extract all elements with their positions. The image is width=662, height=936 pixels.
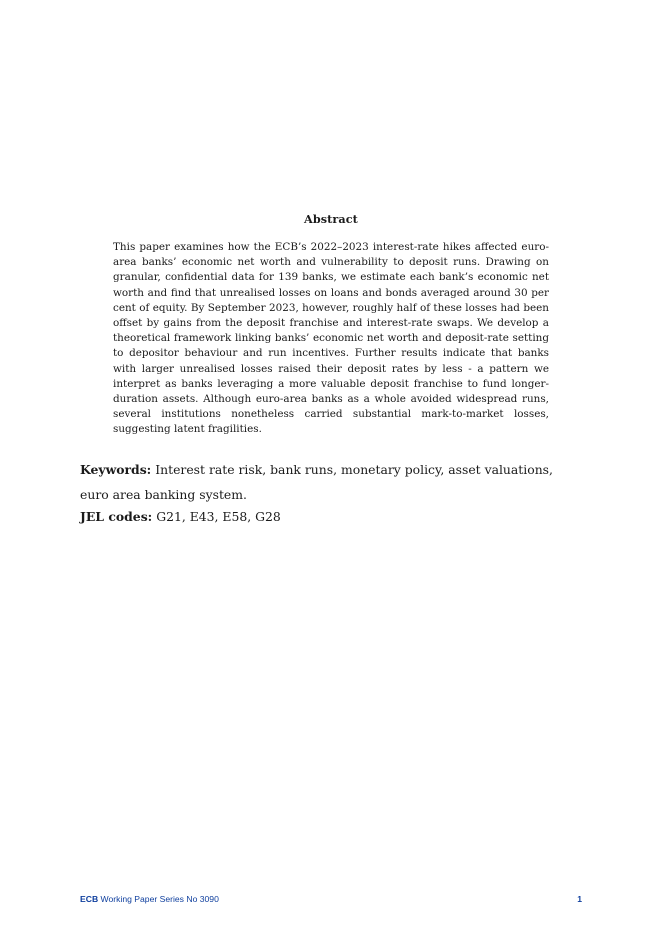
footer-series	[80, 894, 219, 904]
keywords-line	[80, 458, 582, 507]
keywords-label: Keywords:	[80, 462, 152, 477]
footer-publisher: ECB	[80, 894, 99, 904]
page-number: 1	[577, 894, 582, 904]
keywords-text: Interest rate risk, bank runs, monetary policy, asset valuations, euro area banking system.	[80, 462, 553, 502]
abstract-heading: Abstract	[304, 212, 358, 226]
footer-series-title: Working Paper Series No 3090	[100, 894, 219, 904]
abstract-body: This paper examines how the ECB’s 2022–2023 interest-rate hikes affected euro-area banks’ economic net worth and vulnerability to deposit runs. Drawing on granular, confidential data for 139 banks, we estimate each bank’s economic net worth and find that unrealised losses on loans and bonds averaged around 30 per cent of equity. By September 2023, however, roughly half of these losses had been offset by gains from the deposit franchise and interest-rate swaps. We develop a theoretical framework linking banks’ economic net worth and deposit-rate setting to depositor behaviour and run incentives. Further results indicate that banks with larger unrealised losses raised their deposit rates by less - a pattern we interpret as banks leveraging a more valuable deposit franchise to fund longer-duration assets. Although euro-area banks as a whole avoided widespread runs, several institutions nonetheless carried substantial mark-to-market losses, suggesting latent fragilities.	[113, 241, 549, 436]
jel-codes-text: G21, E43, E58, G28	[156, 509, 281, 524]
jel-codes-label: JEL codes:	[80, 509, 153, 524]
jel-codes-line	[80, 508, 582, 526]
